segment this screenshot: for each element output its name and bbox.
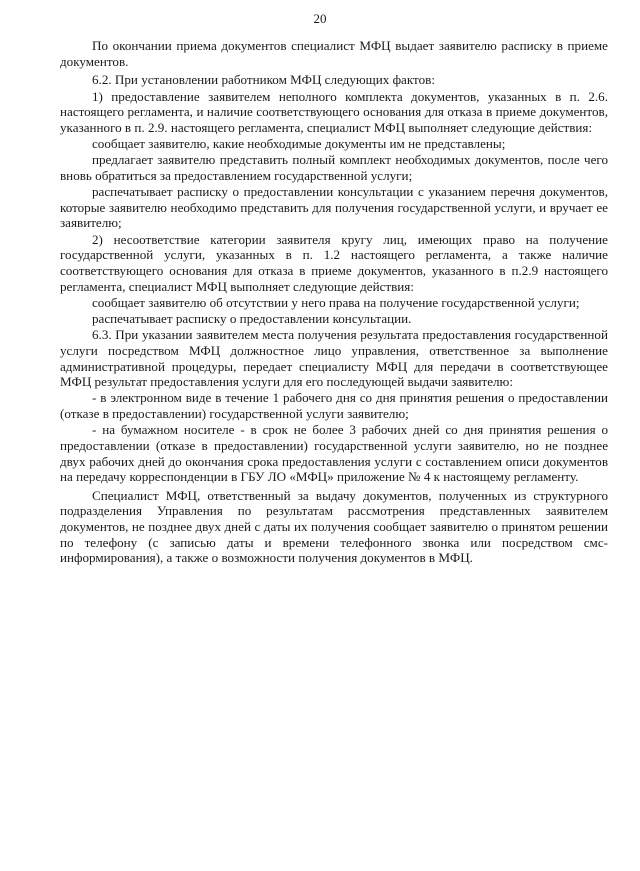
- paragraph-inform-missing: сообщает заявителю, какие необходимые документы им не представлены;: [92, 136, 506, 152]
- paragraph-offer-complete-set: предлагает заявителю представить полный комплект необходимых документов, после чего вновь обратиться за предоставлением государственной услуги;: [60, 152, 608, 183]
- paragraph-incomplete-docs: 1) предоставление заявителем неполного комплекта документов, указанных в п. 2.6. настоящего регламента, и наличие соответствующего основания для отказа в приеме документов, указанного в п. 2.9. настоящего регламента, специалист МФЦ выполняет следующие действия:: [60, 88, 608, 135]
- paragraph-6-2-heading: 6.2. При установлении работником МФЦ следующих фактов:: [92, 72, 435, 88]
- paragraph-print-consultation: распечатывает расписку о предоставлении консультации.: [92, 311, 412, 327]
- document-body: [60, 38, 608, 567]
- paragraph-6-3: 6.3. При указании заявителем места получения результата предоставления государственной услуги посредством МФЦ должностное лицо управления, ответственное за выполнение административной процедуры, передает специалисту МФЦ для передачи в соответствующее МФЦ результат предоставления услуги для его последующей выдачи заявителю:: [60, 327, 608, 390]
- paragraph-category-mismatch: 2) несоответствие категории заявителя кругу лиц, имеющих право на получение государственной услуги, указанных в п. 1.2 настоящего регламента, а также наличие соответствующего основания для отказа в приеме документов, указанного в п.2.9 настоящего регламента, специалист МФЦ выполняет следующие действия:: [60, 231, 608, 294]
- paragraph-electronic: - в электронном виде в течение 1 рабочего дня со дня принятия решения о предоставлении (отказе в предоставлении) государственной услуги заявителю;: [60, 390, 608, 422]
- paragraph-receipt: По окончании приема документов специалист МФЦ выдает заявителю расписку в приеме документов.: [60, 38, 608, 69]
- page-number: 20: [313, 11, 327, 26]
- paragraph-paper: - на бумажном носителе - в срок не более 3 рабочих дней со дня принятия решения о предоставлении (отказе в предоставлении) государственной услуги заявителю, но не позднее двух рабочих дней до окончания срока предоставления услуги с составлением описи документов на передачу корреспонденции в ГБУ ЛО «МФЦ» приложение № 4 к настоящему регламенту.: [60, 422, 608, 485]
- paragraph-print-receipt-list: распечатывает расписку о предоставлении консультации с указанием перечня документов, которые заявителю необходимо представить для получения государственной услуги, и вручает ее заявителю;: [60, 184, 608, 231]
- paragraph-specialist-notify: Специалист МФЦ, ответственный за выдачу документов, полученных из структурного подразделения Управления по результатам рассмотрения представленных заявителем документов, не позднее двух дней с даты их получения сообщает заявителю о принятом решении по телефону (с записью даты и времени телефонного звонка или посредством смс-информирования), а также о возможности получения документов в МФЦ.: [60, 487, 608, 566]
- paragraph-inform-no-right: сообщает заявителю об отсутствии у него права на получение государственной услуги;: [92, 294, 580, 310]
